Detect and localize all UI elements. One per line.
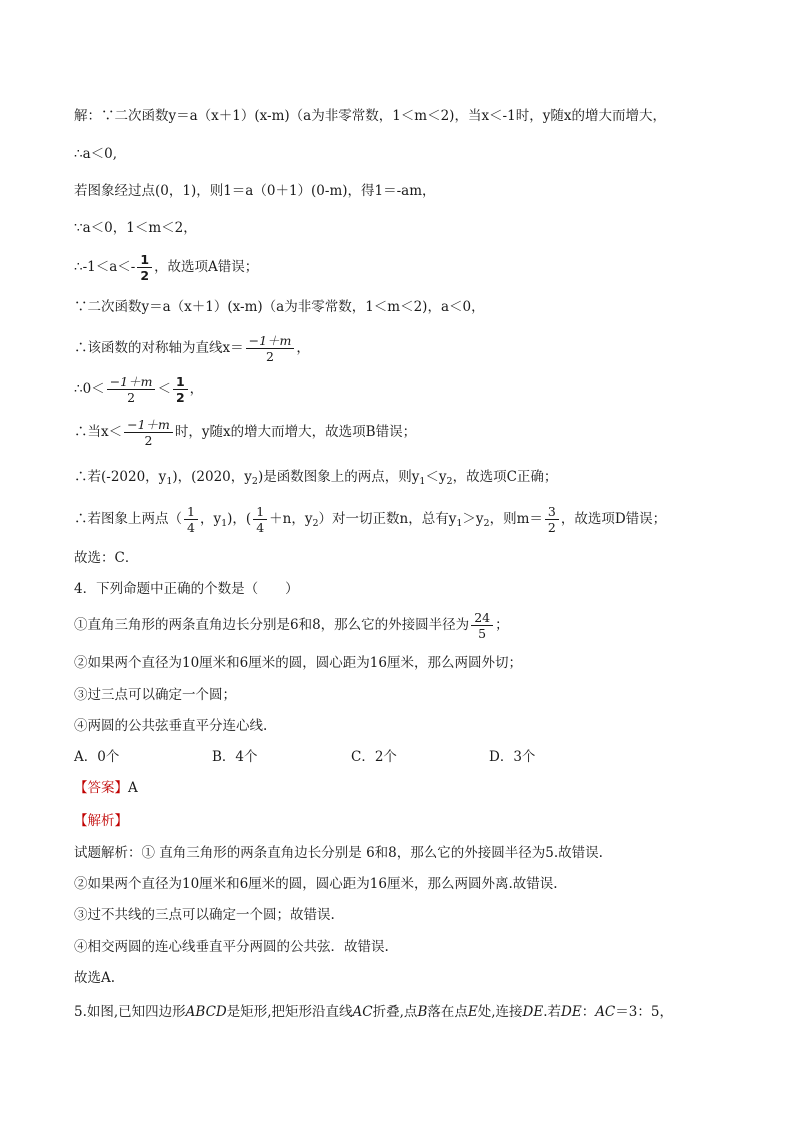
analysis-tag: 【解析】 [74,813,128,829]
fraction: $\frac{-1+m}{2}$ [107,374,156,405]
analysis-line-5: 故选A. [74,970,116,986]
solution-line-8: ∴0＜ $\frac{-1+m}{2}$ ＜ $\frac{1}{2}$ ， [74,374,204,405]
solution-line-7: ∴该函数的对称轴为直线x＝ $\frac{-1+m}{2}$ ， [74,333,310,364]
option-d: D．3个 [489,749,536,765]
solution-line-10: ∴若(-2020，$y_1$)，(2020，$y_2$)是函数图象上的两点，则$y_1<y_2$，故选项C正确； [74,469,558,487]
question-4-item-4: ④两圆的公共弦垂直平分连心线. [74,718,268,734]
solution-conclusion: 故选：C． [74,550,139,566]
solution-line-11: ∴若图象上两点（ $\frac{1}{4}$ ，$y_1$)，( $\frac{1}{4}$ ＋n，$y_2$）对一切正数n，总有$y_1>y_2$，则m＝ $\frac{3}{2}$ ，故选项D错误； [74,504,667,535]
fraction: $\frac{1}{2}$ [173,374,188,405]
option-c: C．2个 [351,749,397,765]
solution-line-1: 解：∵二次函数y＝a（x＋1）(x-m)（a为非零常数，1＜m＜2)，当x＜-1时，y随x的增大而增大， [74,108,666,124]
solution-line-6: ∵二次函数y＝a（x＋1）(x-m)（a为非零常数，1＜m＜2)，a＜0， [74,299,485,315]
fraction: $\frac{-1+m}{2}$ [246,333,295,364]
solution-line-5: ∴-1＜a＜- $\frac{1}{2}$ ，故选项A错误； [74,252,259,283]
fraction: $\frac{1}{4}$ [253,504,267,535]
analysis-line-4: ④相交两圆的连心线垂直平分两圆的公共弦．故错误. [74,939,389,955]
fraction: $\frac{24}{5}$ [471,610,493,641]
fraction: $\frac{3}{2}$ [545,504,559,535]
analysis-line-3: ③过不共线的三点可以确定一个圆；故错误. [74,907,335,923]
option-a: A．0个 [74,749,120,765]
answer-value: A [128,780,138,796]
answer-tag: 【答案】 [74,780,128,796]
fraction: $\frac{-1+m}{2}$ [124,417,173,448]
solution-line-4: ∵a＜0，1＜m＜2， [74,220,197,236]
solution-line-3: 若图象经过点(0，1)，则1＝a（0＋1）(0-m)，得1＝-am， [74,183,436,199]
solution-line-9: ∴当x＜ $\frac{-1+m}{2}$ 时，y随x的增大而增大，故选项B错误； [74,417,417,448]
question-4-item-1: ①直角三角形的两条直角边长分别是6和8，那么它的外接圆半径为 $\frac{24}{5}$ ； [74,610,509,641]
fraction: $\frac{1}{4}$ [184,504,198,535]
answer-line [74,778,754,798]
question-4-stem: 4．下列命题中正确的个数是（ ） [74,581,299,597]
question-4-item-3: ③过三点可以确定一个圆； [74,687,236,703]
question-5-stem: 5.如图,已知四边形ABCD是矩形,把矩形沿直线AC折叠,点B落在点E处,连接DE.若DE：AC＝3：5， [74,1004,673,1020]
solution-line-2: ∴a＜0, [74,146,118,162]
question-4-options [74,747,754,767]
fraction: $\frac{1}{2}$ [137,252,152,283]
analysis-line-1: 试题解析：① 直角三角形的两条直角边长分别是 6和8，那么它的外接圆半径为5.故错误. [74,845,603,861]
analysis-line-2: ②如果两个直径为10厘米和6厘米的圆，圆心距为16厘米，那么两圆外离.故错误. [74,876,558,892]
question-4-item-2: ②如果两个直径为10厘米和6厘米的圆，圆心距为16厘米，那么两圆外切； [74,655,522,671]
option-b: B．4个 [212,749,258,765]
